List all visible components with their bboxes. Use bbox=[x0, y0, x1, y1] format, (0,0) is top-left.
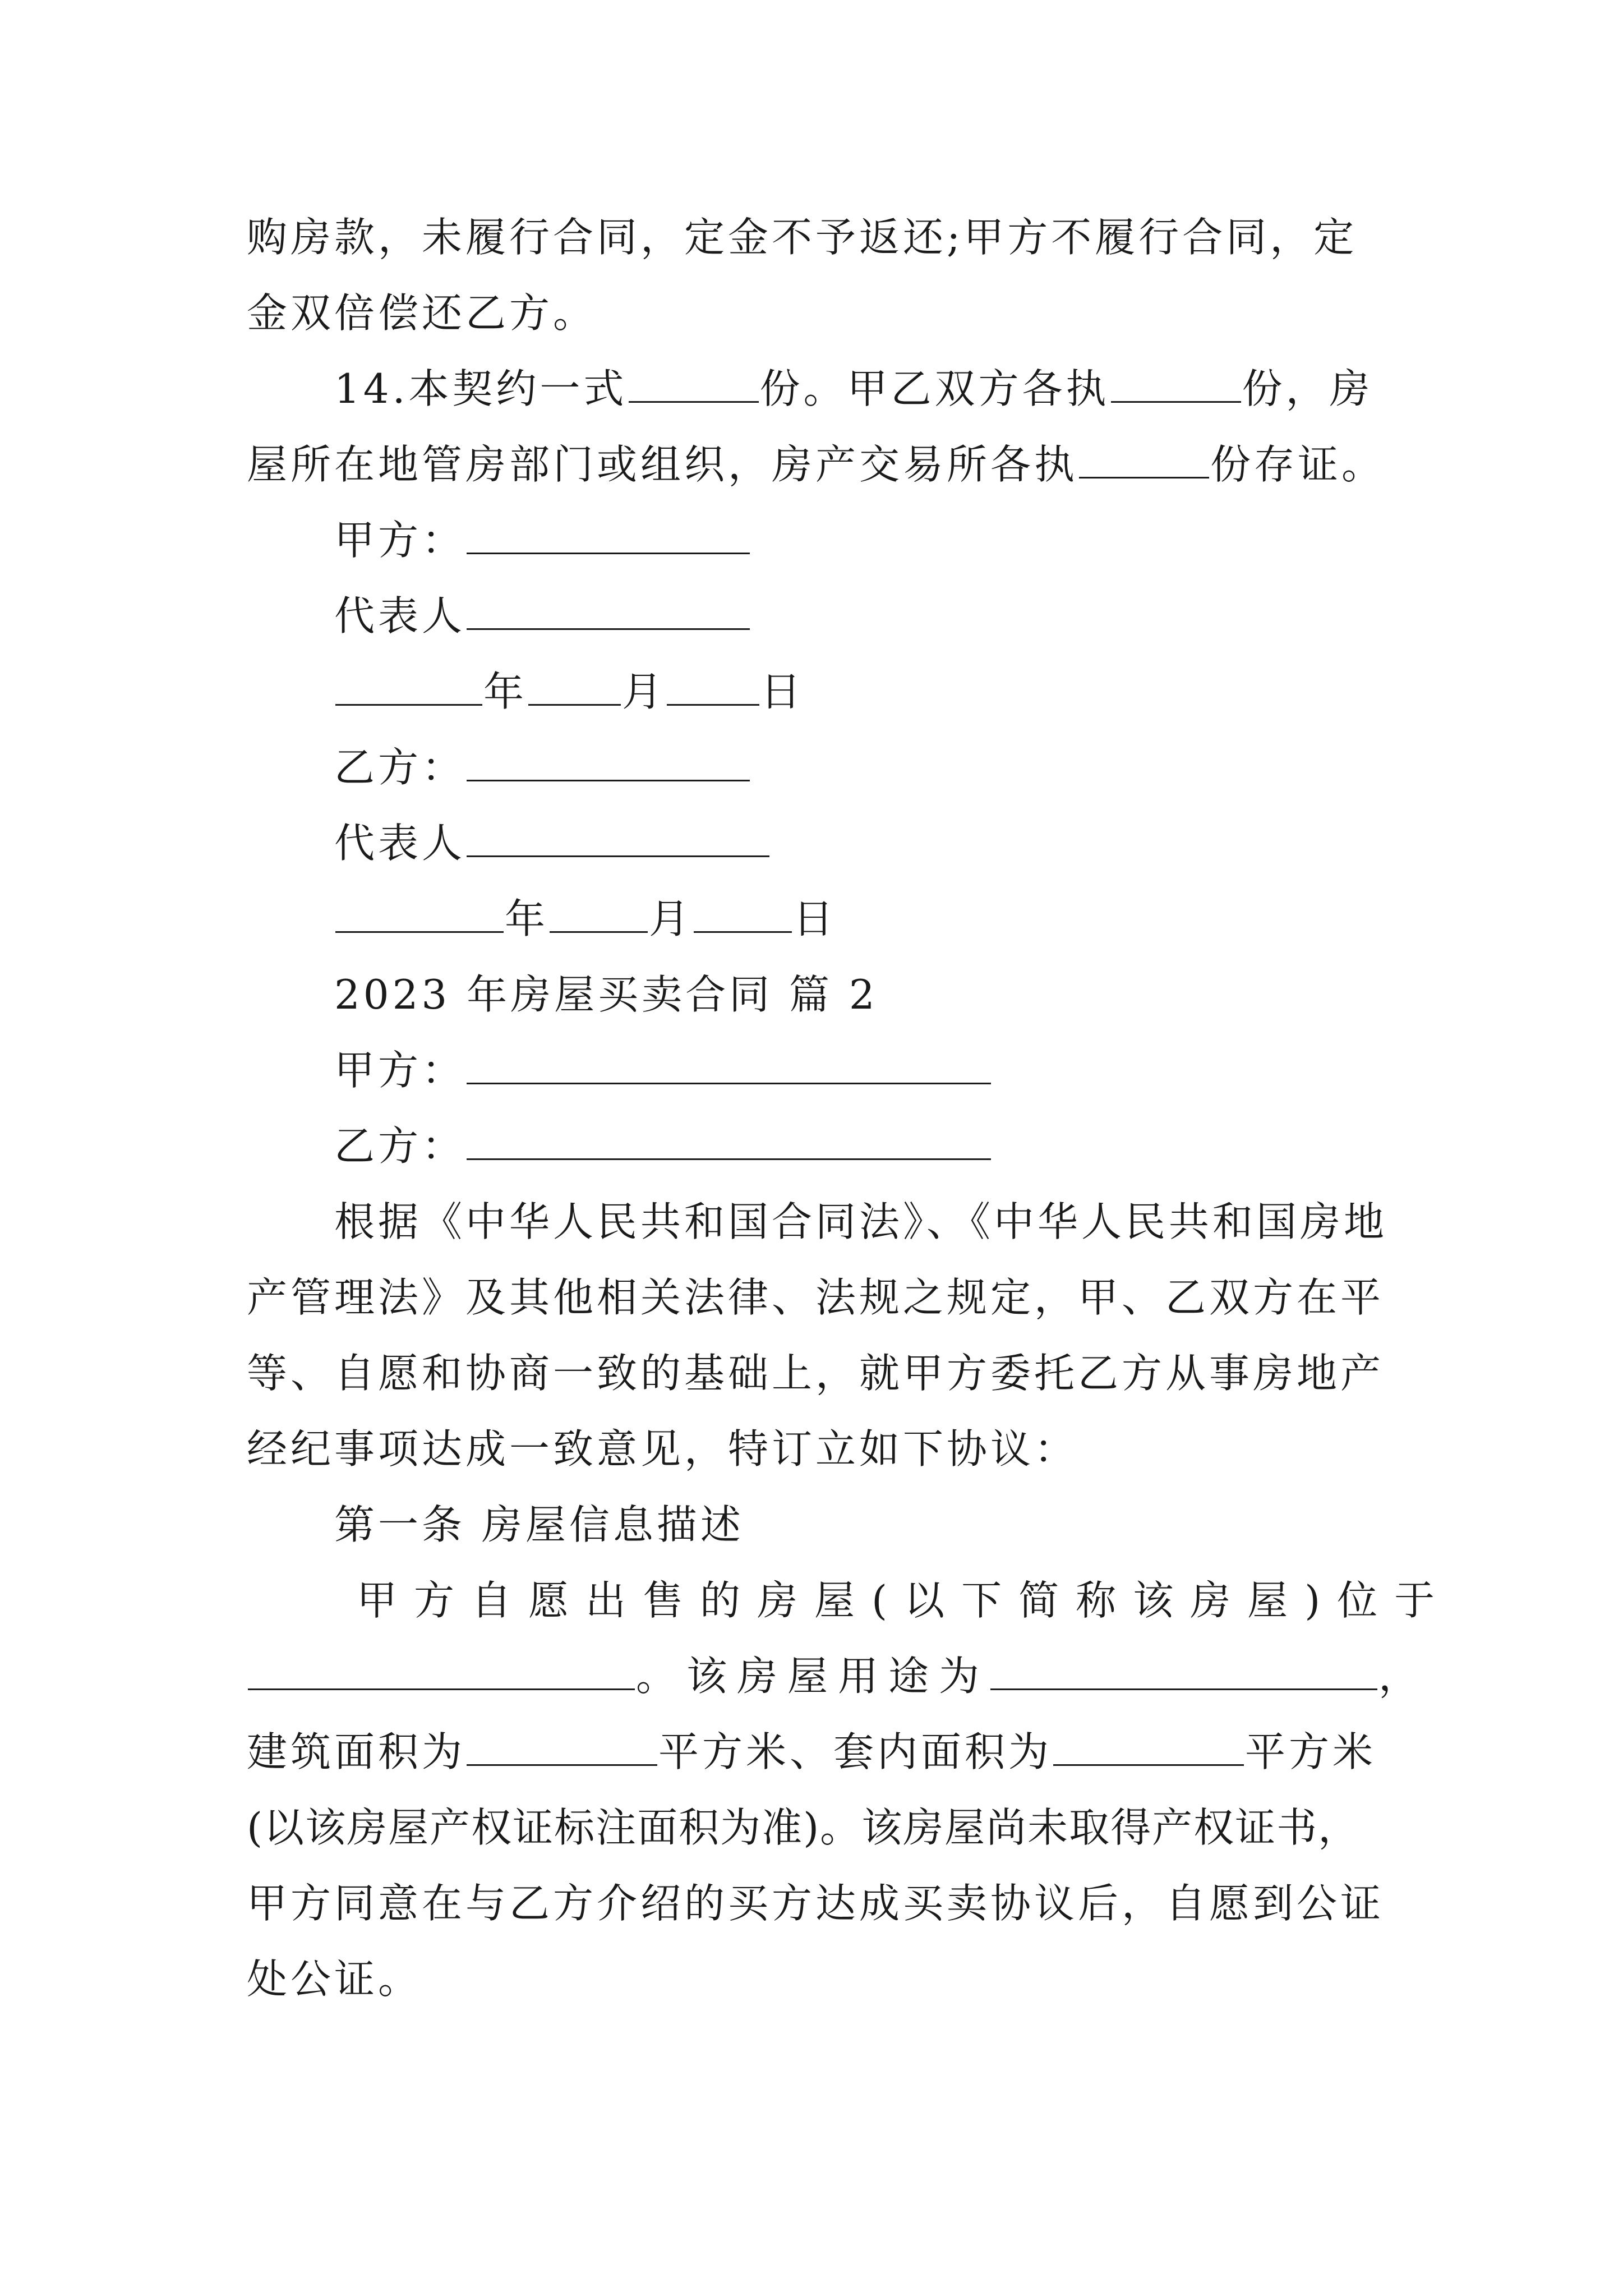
article-1-line bbox=[247, 1952, 422, 2006]
year-label: 年 bbox=[483, 668, 528, 715]
party-b-blank bbox=[467, 740, 750, 781]
clause-text: 屋所在地管房部门或组织，房产交易所各执 bbox=[247, 441, 1078, 488]
intro-line bbox=[334, 1195, 1387, 1249]
clause-text: 份，房 bbox=[1242, 365, 1373, 412]
party-b-label: 乙方： bbox=[334, 744, 466, 791]
section-title bbox=[334, 968, 878, 1022]
contract-party-b bbox=[334, 1119, 992, 1173]
signature-representative-a bbox=[334, 589, 751, 643]
intro-line bbox=[247, 1346, 1384, 1400]
article-text: 甲方同意在与乙方介绍的买方达成买卖协议后，自愿到公证 bbox=[247, 1880, 1385, 1927]
year-blank bbox=[335, 892, 504, 933]
paragraph-line bbox=[247, 210, 1357, 264]
clause-14-line bbox=[247, 438, 1385, 491]
representative-label: 代表人 bbox=[334, 820, 466, 867]
paragraph-text: 金双倍偿还乙方。 bbox=[247, 289, 597, 337]
usage-blank bbox=[990, 1649, 1377, 1690]
location-blank bbox=[248, 1649, 635, 1690]
copies-archive-blank bbox=[1079, 438, 1209, 478]
copies-each-blank bbox=[1111, 362, 1241, 403]
article-text: 甲方自愿出售的房屋(以下简称该房屋)位于 bbox=[357, 1577, 1452, 1624]
article-1-line bbox=[247, 1649, 1422, 1703]
intro-line bbox=[247, 1271, 1384, 1324]
paragraph-text: 购房款，未履行合同，定金不予返还;甲方不履行合同，定 bbox=[247, 214, 1358, 261]
article-1-line bbox=[247, 1876, 1384, 1930]
section-2-title: 2023 年房屋买卖合同 篇 2 bbox=[334, 971, 878, 1018]
signature-party-b bbox=[334, 740, 751, 794]
month-blank bbox=[550, 892, 648, 933]
clause-14-line bbox=[334, 362, 1373, 416]
month-label: 月 bbox=[622, 668, 666, 715]
clause-text: 份存证。 bbox=[1210, 441, 1386, 488]
intro-line bbox=[247, 1422, 1078, 1476]
signature-representative-b bbox=[334, 816, 771, 870]
clause-text: 14.本契约一式 bbox=[334, 365, 628, 412]
signature-party-a bbox=[334, 513, 751, 567]
year-label: 年 bbox=[505, 895, 549, 942]
party-b-label: 乙方： bbox=[334, 1122, 466, 1170]
article-1-title: 第一条 房屋信息描述 bbox=[334, 1501, 744, 1548]
representative-label: 代表人 bbox=[334, 592, 466, 639]
article-1-line bbox=[357, 1573, 1451, 1627]
intro-text: 根据《中华人民共和国合同法》、《中华人民共和国房地 bbox=[334, 1198, 1388, 1245]
intro-text: 产管理法》及其他相关法律、法规之规定，甲、乙双方在平 bbox=[247, 1274, 1385, 1321]
paragraph-line bbox=[247, 286, 597, 340]
article-1-line bbox=[247, 1725, 1376, 1779]
party-a-blank bbox=[467, 1043, 991, 1084]
article-text: ， bbox=[1378, 1653, 1423, 1700]
article-1-line bbox=[247, 1801, 1359, 1855]
day-label: 日 bbox=[760, 668, 805, 715]
article-text: (以该房屋产权证标注面积为准)。该房屋尚未取得产权证书， bbox=[247, 1804, 1360, 1851]
article-text: 。该房屋用途为 bbox=[636, 1653, 990, 1700]
inner-area-blank bbox=[1053, 1725, 1244, 1766]
article-text: 平方米 bbox=[1245, 1728, 1377, 1775]
party-a-label: 甲方： bbox=[334, 517, 466, 564]
signature-date-b bbox=[334, 892, 837, 946]
day-label: 日 bbox=[793, 895, 837, 942]
month-blank bbox=[528, 665, 621, 706]
copies-total-blank bbox=[629, 362, 759, 403]
article-title bbox=[334, 1498, 744, 1552]
signature-date-a bbox=[334, 665, 804, 719]
day-blank bbox=[694, 892, 792, 933]
contract-party-a bbox=[334, 1043, 992, 1097]
building-area-blank bbox=[467, 1725, 657, 1766]
article-text: 平方米、套内面积为 bbox=[658, 1728, 1053, 1775]
article-text: 建筑面积为 bbox=[247, 1728, 466, 1775]
party-a-label: 甲方： bbox=[334, 1047, 466, 1094]
intro-text: 等、自愿和协商一致的基础上，就甲方委托乙方从事房地产 bbox=[247, 1350, 1385, 1397]
party-b-blank bbox=[467, 1119, 991, 1160]
clause-text: 份。甲乙双方各执 bbox=[759, 365, 1110, 412]
representative-a-blank bbox=[467, 589, 750, 630]
day-blank bbox=[667, 665, 759, 706]
month-label: 月 bbox=[649, 895, 693, 942]
year-blank bbox=[335, 665, 482, 706]
article-text: 处公证。 bbox=[247, 1955, 422, 2003]
party-a-blank bbox=[467, 513, 750, 554]
intro-text: 经纪事项达成一致意见，特订立如下协议： bbox=[247, 1425, 1078, 1473]
representative-b-blank bbox=[467, 816, 769, 857]
